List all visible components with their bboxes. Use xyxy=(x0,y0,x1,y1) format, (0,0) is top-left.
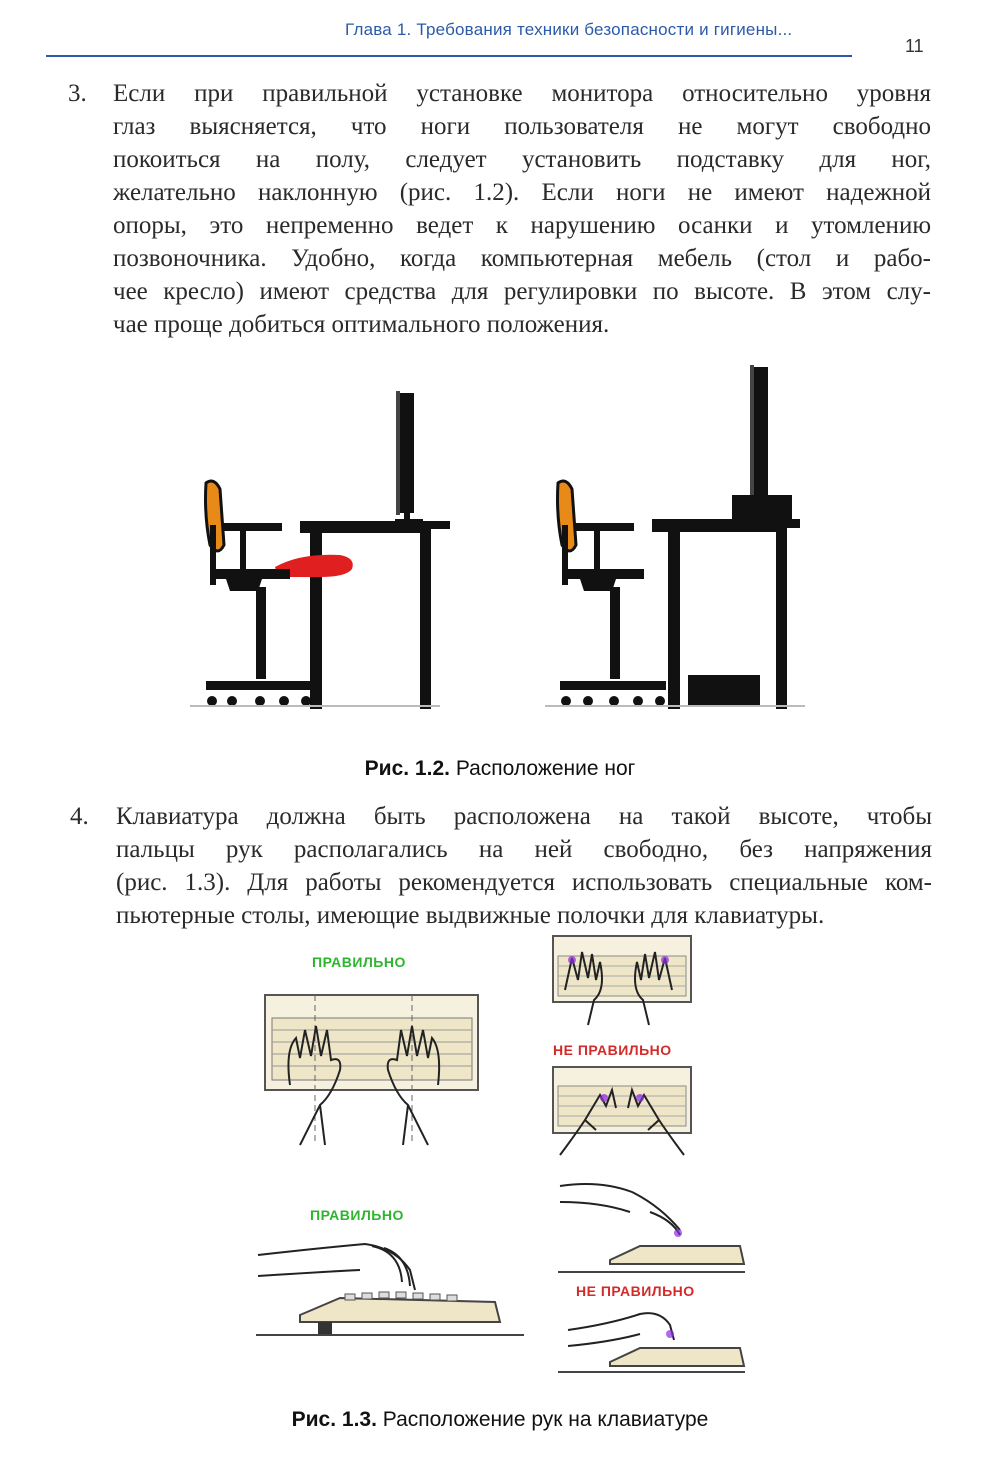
chair-pole xyxy=(256,587,266,679)
chair-seat xyxy=(212,569,290,579)
chair-base xyxy=(560,681,666,690)
chair-base xyxy=(206,681,310,690)
scene-adjustable-desk xyxy=(545,365,805,709)
label-correct-top: ПРАВИЛЬНО xyxy=(312,954,406,970)
text-line: Если при правильной установке монитора относительно уровня xyxy=(113,80,931,107)
text-line: (рис. 1.3). Для работы рекомендуется использовать специальные ком- xyxy=(116,869,932,896)
text-line: опоры, это непременно ведет к нарушению осанки и утомлению xyxy=(113,212,931,239)
figure-1-3-illustration xyxy=(0,930,1000,1380)
item-4-text xyxy=(116,800,932,932)
keyboard-side-small-top xyxy=(558,1184,745,1272)
text-line: позвоночника. Удобно, когда компьютерная мебель (стол и рабо- xyxy=(113,245,931,272)
item-number: 4. xyxy=(70,803,89,830)
text-line: желательно наклонную (рис. 1.2). Если ноги не имеют надежной xyxy=(113,179,931,206)
monitor-riser xyxy=(732,495,792,519)
text-line: Клавиатура должна быть расположена на такой высоте, чтобы xyxy=(116,803,932,830)
label-wrong-bottom: НЕ ПРАВИЛЬНО xyxy=(576,1283,695,1299)
header-rule xyxy=(46,55,852,57)
page-number: 11 xyxy=(905,36,924,56)
caption-text: Расположение рук на клавиатуре xyxy=(382,1408,709,1431)
text-line: пьютерные столы, имеющие выдвижные полочки для клавиатуры. xyxy=(116,902,825,929)
label-correct-bottom: ПРАВИЛЬНО xyxy=(310,1207,404,1223)
figure-1-2-illustration xyxy=(0,355,1000,715)
figure-1-3-caption xyxy=(0,1408,1000,1432)
desk-top xyxy=(300,521,450,529)
figure-1-2-caption xyxy=(0,757,1000,781)
chair-seat xyxy=(564,569,644,579)
text-line: чее кресло) имеют средства для регулировки по высоте. В этом слу- xyxy=(113,278,931,305)
caption-number: Рис. 1.3. xyxy=(291,1408,377,1431)
text-line: глаз выясняется, что ноги пользователя не могут свободно xyxy=(113,113,931,140)
keyboard-correct-front xyxy=(265,995,478,1145)
list-item-3 xyxy=(68,77,938,347)
item-3-text xyxy=(113,77,931,341)
keyboard-side-wrong xyxy=(558,1313,745,1372)
label-wrong-top: НЕ ПРАВИЛЬНО xyxy=(553,1042,672,1058)
text-line: пальцы рук располагались на ней свободно, без напряжения xyxy=(116,836,932,863)
scene-with-footrest xyxy=(190,391,450,709)
keyboard-small-wrong xyxy=(553,1067,691,1155)
monitor xyxy=(754,367,768,495)
caption-text: Расположение ног xyxy=(455,757,636,780)
keyboard-side-correct xyxy=(256,1244,524,1335)
list-item-4 xyxy=(70,800,938,935)
text-line: чае проще добиться оптимального положения. xyxy=(113,311,610,338)
desk-top xyxy=(652,519,800,528)
running-title: Глава 1. Требования техники безопасности и гигиены... xyxy=(345,20,793,39)
system-unit xyxy=(688,675,760,707)
caption-number: Рис. 1.2. xyxy=(364,757,450,780)
desk-leg-back xyxy=(776,528,787,709)
chair-armrest xyxy=(222,523,282,531)
keyboard-small-top xyxy=(553,936,691,1025)
monitor xyxy=(400,393,414,513)
desk-leg-front xyxy=(668,528,680,709)
text-line: покоиться на полу, следует установить подставку для ног, xyxy=(113,146,931,173)
desk-leg-back xyxy=(420,529,431,709)
item-number: 3. xyxy=(68,80,87,107)
keyboard-side xyxy=(300,1298,500,1322)
chair-pole xyxy=(610,587,620,679)
chair-armrest xyxy=(574,523,634,531)
